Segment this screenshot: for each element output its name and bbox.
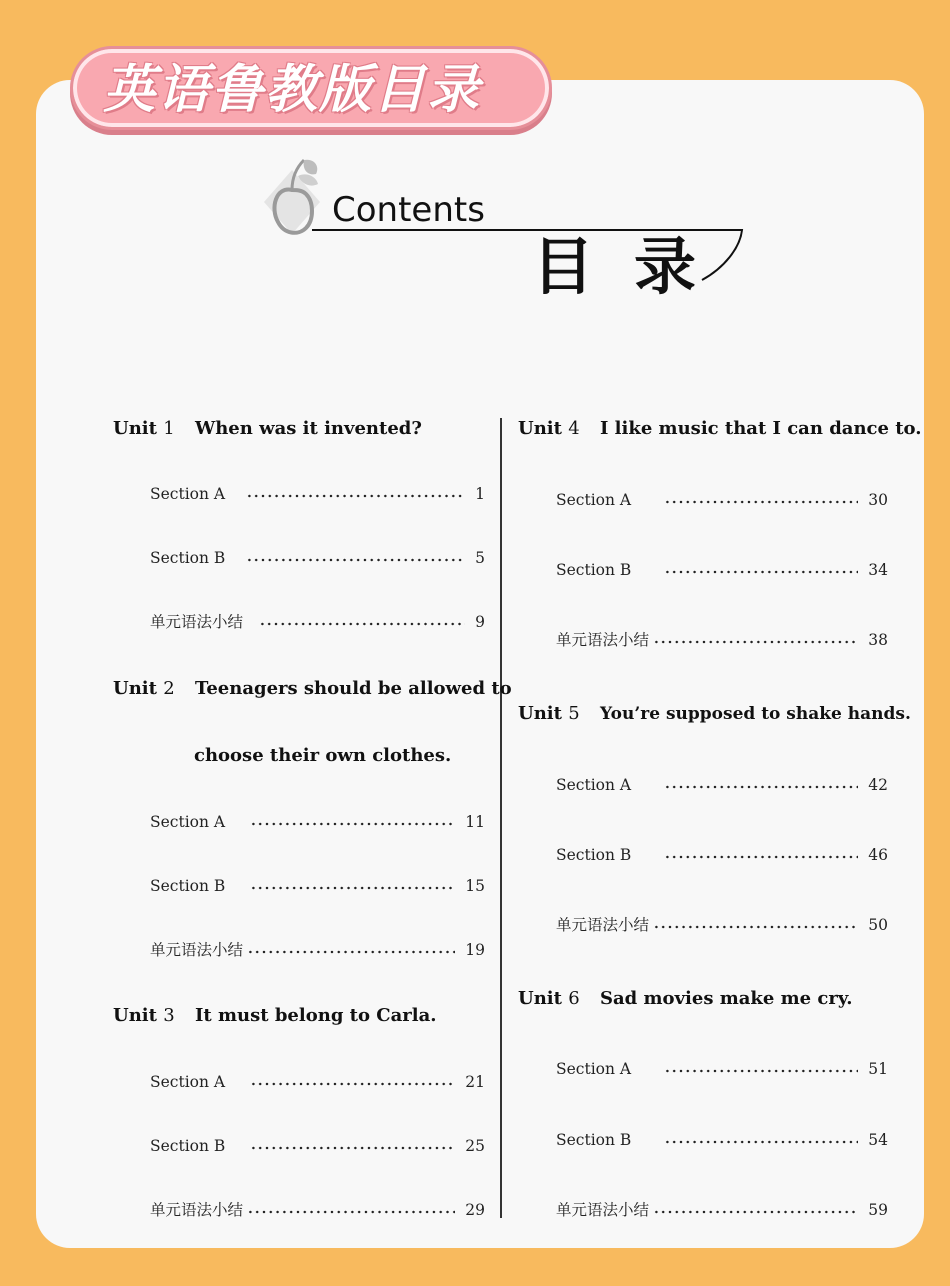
toc-entry[interactable]: Section B 54 (556, 1131, 888, 1149)
toc-entry[interactable]: 单元语法小结 19 (150, 941, 485, 959)
toc-entry[interactable]: 单元语法小结 50 (556, 916, 888, 934)
title-banner (70, 46, 552, 130)
unit-heading: Unit 4 I like music that I can dance to. (518, 418, 922, 439)
unit-heading: Unit 5 You’re supposed to shake hands. (518, 703, 911, 724)
toc-entry[interactable]: Section B 25 (150, 1137, 485, 1155)
contents-header (262, 150, 762, 310)
unit-heading: Unit 3 It must belong to Carla. (113, 1005, 437, 1026)
toc-entry[interactable]: Section A 1 (150, 485, 485, 503)
toc-entry[interactable]: Section A 51 (556, 1060, 888, 1078)
toc-entry[interactable]: 单元语法小结 9 (150, 613, 485, 631)
banner-title: 英语鲁教版目录 (103, 60, 482, 120)
toc-entry[interactable]: Section B 5 (150, 549, 485, 567)
toc-entry[interactable]: 单元语法小结 29 (150, 1201, 485, 1219)
toc-entry[interactable]: Section B 15 (150, 877, 485, 895)
toc-entry[interactable]: Section A 42 (556, 776, 888, 794)
toc-entry[interactable]: Section A 30 (556, 491, 888, 509)
toc-entry[interactable]: 单元语法小结 59 (556, 1201, 888, 1219)
column-divider (500, 418, 502, 1218)
toc-entry[interactable]: Section A 11 (150, 813, 485, 831)
unit-title-continuation: choose their own clothes. (194, 745, 452, 766)
mulu-label: 目录 (532, 230, 737, 303)
toc-entry[interactable]: Section B 34 (556, 561, 888, 579)
toc-entry[interactable]: Section B 46 (556, 846, 888, 864)
toc-entry[interactable]: Section A 21 (150, 1073, 485, 1091)
unit-heading: Unit 6 Sad movies make me cry. (518, 988, 853, 1009)
unit-heading: Unit 2 Teenagers should be allowed to (113, 678, 512, 699)
unit-heading: Unit 1 When was it invented? (113, 418, 422, 439)
contents-label: Contents (332, 190, 485, 230)
toc-entry[interactable]: 单元语法小结 38 (556, 631, 888, 649)
